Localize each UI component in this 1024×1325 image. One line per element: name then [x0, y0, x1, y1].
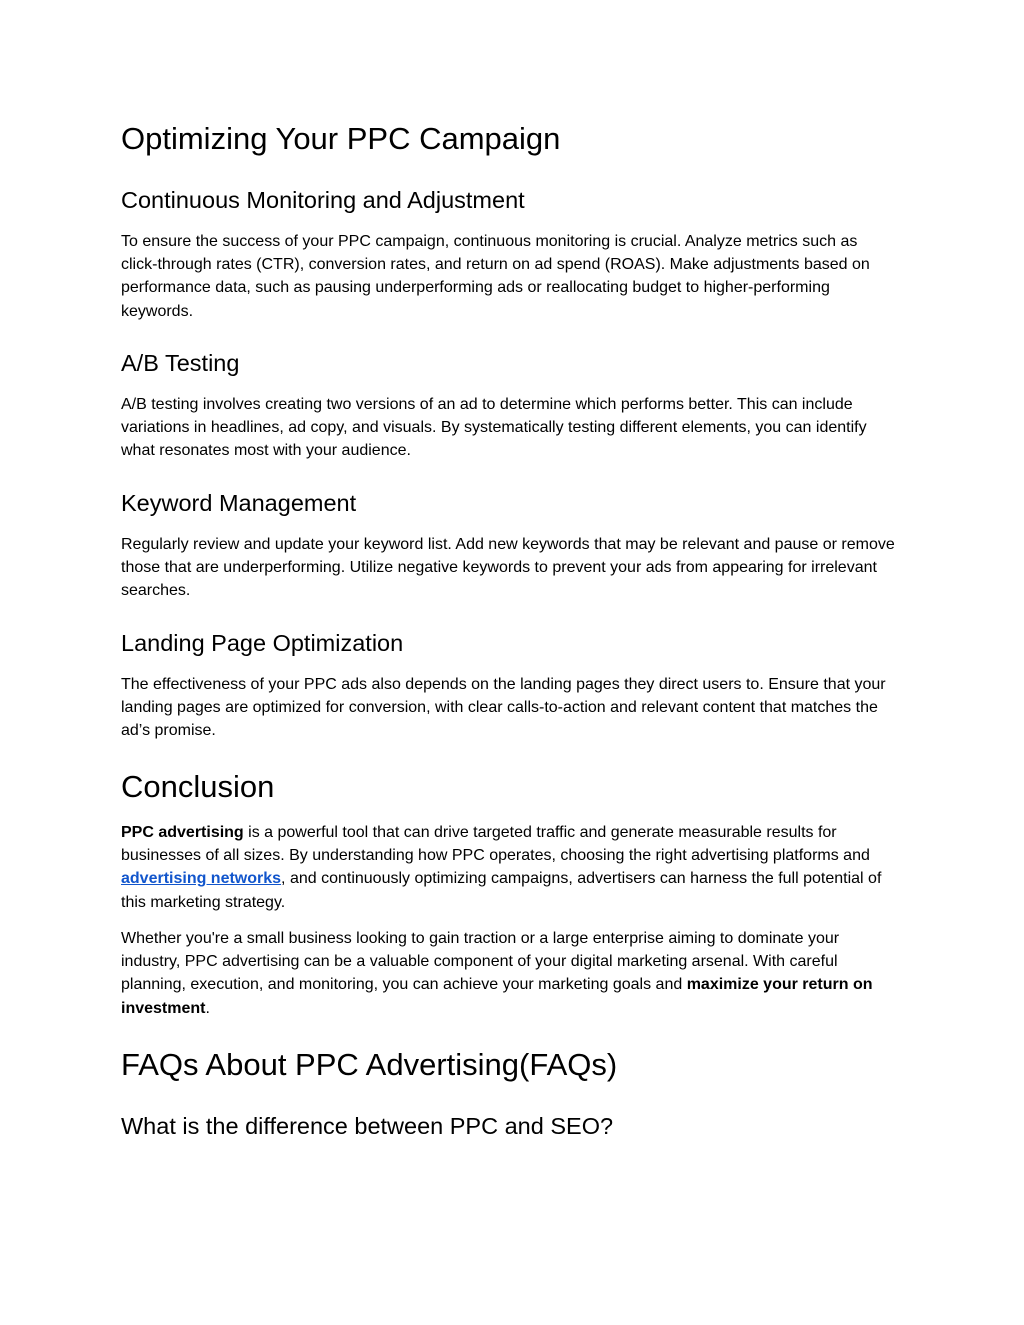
paragraph-ab-testing: A/B testing involves creating two versions of an ad to determine which performs better. This can include variations in headlines, ad copy, and visuals. By systematically testing different elements, you can identify what resonates most with your audience. [121, 396, 867, 460]
section-title-conclusion: Conclusion [121, 769, 275, 804]
conclusion-2-text-a: Whether you're a small business looking to gain traction or a large enterprise aiming to dominate your industry, PPC advertising can be a valuable component of your digital marketing arsenal. With careful planning, execution, and monitoring, you can achieve your marketing goals and [121, 930, 840, 994]
conclusion-2-text-b: . [205, 999, 210, 1017]
section-title-faqs: FAQs About PPC Advertising(FAQs) [121, 1047, 618, 1082]
conclusion-1-text-a: is a powerful tool that can drive targeted traffic and generate measurable results for businesses of all sizes. By understanding how PPC operates, choosing the right advertising platforms and [121, 824, 870, 865]
faq-question-ppc-vs-seo: What is the difference between PPC and SEO? [121, 1113, 614, 1139]
subheading-landing-page: Landing Page Optimization [121, 630, 404, 656]
advertising-networks-link[interactable]: advertising networks [121, 870, 282, 888]
paragraph-conclusion-1 [121, 821, 896, 914]
subheading-monitoring: Continuous Monitoring and Adjustment [121, 187, 525, 213]
bold-ppc-advertising: PPC advertising [121, 824, 244, 841]
paragraph-monitoring: To ensure the success of your PPC campaign, continuous monitoring is crucial. Analyze metrics such as click-through rates (CTR), conversion rates, and return on ad spend (ROAS). Make adjustments based on performance data, such as pausing underperforming ads or reallocating budget to higher-performing keywords. [121, 233, 870, 320]
paragraph-conclusion-2 [121, 927, 896, 1020]
bold-maximize-return: maximize your return on investment [121, 976, 873, 1017]
subheading-ab-testing: A/B Testing [121, 350, 240, 376]
paragraph-landing-page: The effectiveness of your PPC ads also depends on the landing pages they direct users to. Ensure that your landing pages are optimized for conversion, with clear calls-to-action and relevant content that matches the ad’s promise. [121, 676, 886, 740]
conclusion-1-text-b: , and continuously optimizing campaigns, advertisers can harness the full potential of this marketing strategy. [121, 870, 882, 911]
section-title-optimizing: Optimizing Your PPC Campaign [121, 121, 561, 156]
subheading-keyword-management: Keyword Management [121, 490, 357, 516]
paragraph-keyword-management: Regularly review and update your keyword list. Add new keywords that may be relevant and pause or remove those that are underperforming. Utilize negative keywords to prevent your ads from appearing for irrelevant searches. [121, 536, 895, 600]
